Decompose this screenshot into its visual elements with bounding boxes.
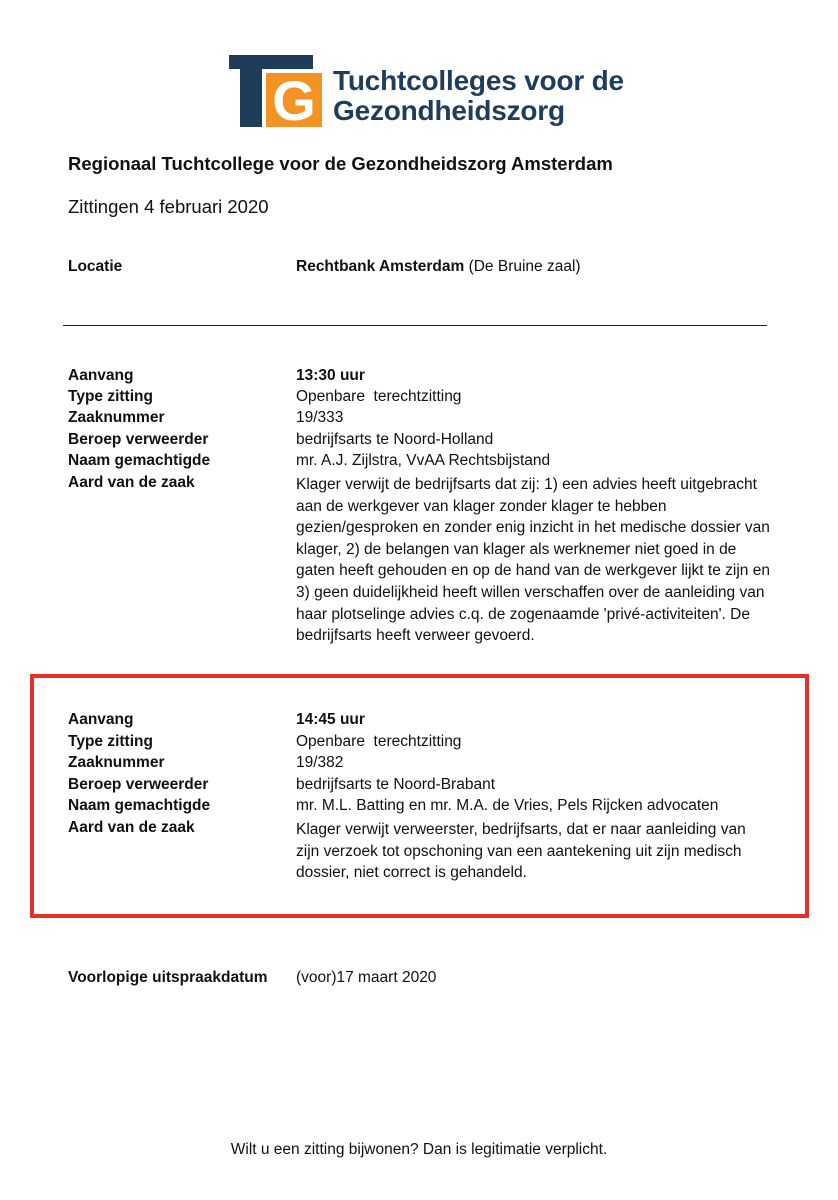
case1-start-label: Aanvang <box>68 367 134 384</box>
case2-number: 19/382 <box>296 754 344 771</box>
nature-line: dossier, niet correct is gehandeld. <box>296 864 527 882</box>
session-date: Zittingen 4 februari 2020 <box>68 196 269 217</box>
tuchtcolleges-logo <box>229 55 649 135</box>
divider <box>63 325 767 326</box>
case1-nature <box>296 474 796 647</box>
case2-profession-label: Beroep verweerder <box>68 776 209 793</box>
verdict-date: (voor)17 maart 2020 <box>296 969 437 986</box>
case2-start: 14:45 uur <box>296 711 365 728</box>
nature-line: Klager verwijt verweerster, bedrijfsarts, dat er naar aanleiding van <box>296 821 746 838</box>
nature-line: gaten heeft gehouden en op de hand van de werkgever lijkt te zijn en <box>296 562 770 580</box>
case2-profession: bedrijfsarts te Noord-Brabant <box>296 776 496 793</box>
case1-start: 13:30 uur <box>296 367 365 384</box>
location-label: Locatie <box>68 258 123 275</box>
nature-line: Klager verwijt de bedrijfsarts dat zij: 1) een advies heeft uitgebracht <box>296 476 757 493</box>
case1-representative: mr. A.J. Zijlstra, VvAA Rechtsbijstand <box>296 452 551 469</box>
nature-line: klager, 2) de belangen van klager als werknemer niet goed in de <box>296 540 737 558</box>
logo-line-1: Tuchtcolleges voor de <box>333 65 624 96</box>
location-name: Rechtbank Amsterdam <box>296 258 465 275</box>
nature-line: zijn verzoek tot opschoning van een aantekening uit zijn medisch <box>296 842 742 860</box>
tg-logo-mark-icon <box>229 55 329 133</box>
nature-line: 3) geen duidelijkheid heeft willen verschaffen over de aanleiding van <box>296 583 765 601</box>
case2-type: Openbare terechtzitting <box>296 733 462 750</box>
footer-note: Wilt u een zitting bijwonen? Dan is legitimatie verplicht. <box>230 1141 608 1158</box>
case1-number-label: Zaaknummer <box>68 409 165 426</box>
case1-type: Openbare terechtzitting <box>296 388 462 405</box>
case2-nature <box>296 819 796 884</box>
case2-nature-label: Aard van de zaak <box>68 819 195 836</box>
nature-line: aan de werkgever van klager zonder klager te hebben <box>296 497 667 515</box>
svg-text:G: G <box>272 69 316 132</box>
case1-profession-label: Beroep verweerder <box>68 431 209 448</box>
logo-wordmark <box>333 65 624 126</box>
verdict-date-label: Voorlopige uitspraakdatum <box>68 969 268 986</box>
case1-nature-label: Aard van de zaak <box>68 474 195 491</box>
nature-line: haar plotselinge advies c.q. de zogenaamde 'privé-activiteiten'. De <box>296 605 750 623</box>
case1-profession: bedrijfsarts te Noord-Holland <box>296 431 494 448</box>
case2-representative-label: Naam gemachtigde <box>68 797 211 814</box>
case1-number: 19/333 <box>296 409 344 426</box>
nature-line: gezien/gesproken en zonder enig inzicht in het medische dossier van <box>296 519 770 537</box>
location-room: (De Bruine zaal) <box>468 258 581 275</box>
case2-type-label: Type zitting <box>68 733 153 750</box>
case2-start-label: Aanvang <box>68 711 134 728</box>
nature-line: bedrijfsarts heeft verweer gevoerd. <box>296 627 535 645</box>
case2-representative: mr. M.L. Batting en mr. M.A. de Vries, Pels Rijcken advocaten <box>296 797 719 814</box>
logo-line-2: Gezondheidszorg <box>333 95 565 126</box>
case2-number-label: Zaaknummer <box>68 754 165 771</box>
page-title: Regionaal Tuchtcollege voor de Gezondheidszorg Amsterdam <box>68 153 613 174</box>
case1-representative-label: Naam gemachtigde <box>68 452 211 469</box>
case1-type-label: Type zitting <box>68 388 153 405</box>
location-value <box>296 258 581 276</box>
